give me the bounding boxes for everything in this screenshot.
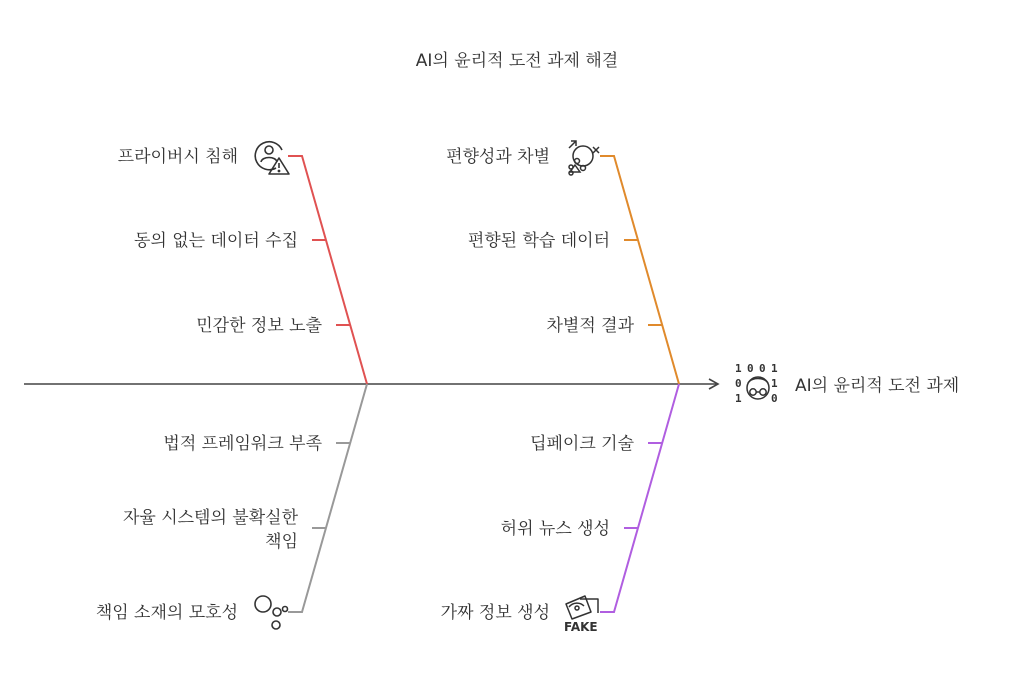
- privacy-category-label: 프라이버시 침해: [117, 147, 238, 167]
- bias-category-label: 편향성과 차별: [446, 147, 550, 167]
- responsibility-cause-1: 법적 프레임워크 부족: [163, 434, 322, 454]
- binary-digit: 0: [759, 362, 766, 375]
- person-warning-icon: [255, 142, 289, 174]
- binary-digit: 0: [771, 392, 778, 405]
- branch-misinformation: [441, 384, 679, 634]
- bias-symbols-icon: [569, 141, 599, 175]
- binary-digit: 0: [735, 377, 742, 390]
- misinformation-bone: [600, 384, 679, 612]
- branch-bias: [446, 141, 679, 384]
- responsibility-cause-2: 자율 시스템의 불확실한: [122, 508, 298, 528]
- responsibility-category-label: 책임 소재의 모호성: [95, 603, 238, 623]
- misinformation-category-label: 가짜 정보 생성: [440, 603, 550, 623]
- responsibility-bone: [288, 384, 367, 612]
- bubbles-icon: [255, 596, 288, 629]
- privacy-cause-2: 민감한 정보 노출: [196, 316, 322, 336]
- head-label: AI의 윤리적 도전 과제: [795, 376, 960, 396]
- binary-face-icon: [735, 362, 778, 405]
- bias-bone: [600, 156, 679, 384]
- branch-responsibility: [96, 384, 367, 629]
- bias-cause-1: 편향된 학습 데이터: [467, 231, 610, 251]
- binary-digit: 1: [771, 362, 778, 375]
- privacy-bone: [288, 156, 367, 384]
- branch-privacy: [118, 142, 367, 384]
- binary-digit: 1: [771, 377, 778, 390]
- responsibility-cause-2-cont: 책임: [265, 532, 298, 552]
- binary-digit: 1: [735, 392, 742, 405]
- misinformation-cause-2: 허위 뉴스 생성: [500, 519, 610, 539]
- bias-cause-2: 차별적 결과: [546, 316, 634, 336]
- diagram-title: AI의 윤리적 도전 과제 해결: [415, 51, 619, 71]
- fake-label: FAKE: [564, 620, 598, 634]
- privacy-cause-1: 동의 없는 데이터 수집: [133, 231, 298, 251]
- binary-digit: 1: [735, 362, 742, 375]
- misinformation-cause-1: 딥페이크 기술: [530, 434, 634, 454]
- fake-cards-icon: [564, 596, 598, 634]
- binary-digit: 0: [747, 362, 754, 375]
